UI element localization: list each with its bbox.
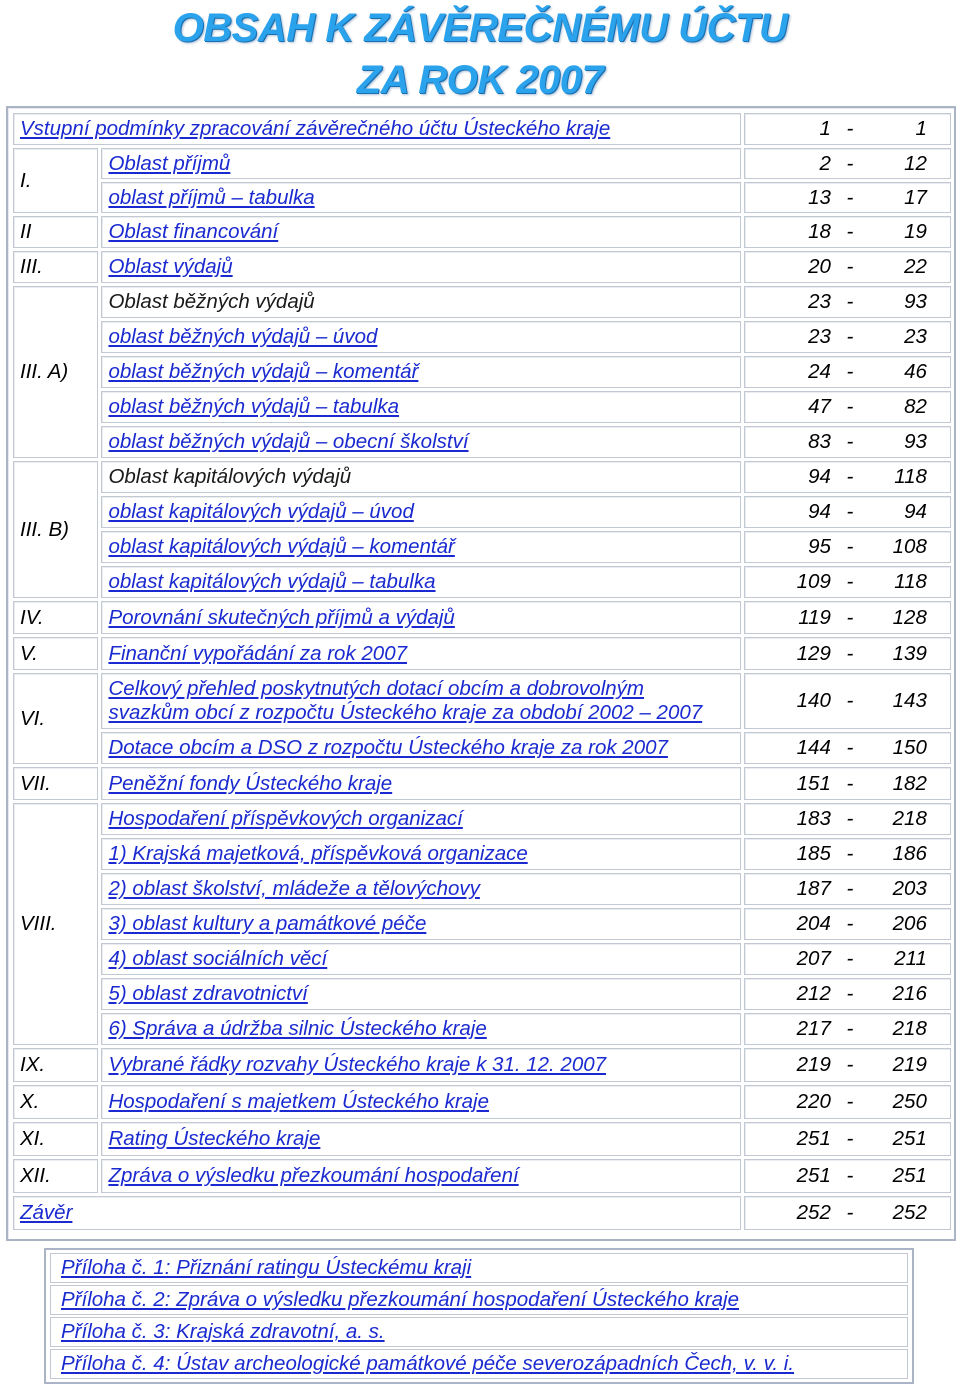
table-row — [13, 113, 951, 145]
page-range: 13 - 17 — [744, 182, 951, 213]
table-row — [13, 978, 951, 1010]
attachment-link-4[interactable]: Příloha č. 4: Ústav archeologické památkové péče severozápadních Čech, v. v. i. — [50, 1349, 908, 1379]
table-row — [13, 496, 951, 528]
toc-link[interactable]: 3) oblast kultury a památkové péče — [101, 908, 740, 940]
table-row — [13, 838, 951, 870]
section-number: I. — [13, 148, 98, 213]
page-range: 212 - 216 — [744, 978, 951, 1010]
toc-link[interactable]: oblast běžných výdajů – tabulka — [101, 391, 740, 423]
section-number: X. — [13, 1085, 98, 1119]
toc-link[interactable]: Oblast příjmů — [101, 148, 740, 179]
section-number: III. A) — [13, 286, 98, 458]
table-row — [13, 391, 951, 423]
section-number: III. B) — [13, 461, 98, 598]
table-row — [13, 873, 951, 905]
section-number: VII. — [13, 767, 98, 800]
table-row — [13, 461, 951, 493]
table-row — [13, 1085, 951, 1119]
page-range: 252 - 252 — [744, 1196, 951, 1230]
toc-link[interactable]: oblast kapitálových výdajů – úvod — [101, 496, 740, 528]
toc-link[interactable]: oblast kapitálových výdajů – komentář — [101, 531, 740, 563]
table-row — [13, 943, 951, 975]
table-row — [13, 1122, 951, 1156]
page-range: 185 - 186 — [744, 838, 951, 870]
title-line-2: ZA ROK 2007 — [356, 58, 604, 102]
table-row — [13, 356, 951, 388]
page-range: 1 - 1 — [744, 113, 951, 145]
toc-link[interactable]: Hospodaření příspěvkových organizací — [101, 803, 740, 835]
table-row — [13, 426, 951, 458]
toc-link[interactable]: oblast kapitálových výdajů – tabulka — [101, 566, 740, 598]
toc-link[interactable]: Oblast výdajů — [101, 251, 740, 283]
table-row — [13, 732, 951, 764]
page-range: 207 - 211 — [744, 943, 951, 975]
page-range: 187 - 203 — [744, 873, 951, 905]
toc-link[interactable]: oblast běžných výdajů – úvod — [101, 321, 740, 353]
toc-link[interactable]: Zpráva o výsledku přezkoumání hospodaření — [101, 1159, 740, 1193]
page-range: 18 - 19 — [744, 216, 951, 248]
table-row — [13, 673, 951, 729]
toc-link-vstupni[interactable]: Vstupní podmínky zpracování závěrečného účtu Ústeckého kraje — [13, 113, 741, 145]
page-range: 140 - 143 — [744, 673, 951, 729]
table-row — [13, 251, 951, 283]
table-row — [13, 637, 951, 670]
section-number: IV. — [13, 601, 98, 634]
table-row — [13, 321, 951, 353]
table-row — [50, 1317, 908, 1347]
page-range: 23 - 23 — [744, 321, 951, 353]
table-row — [13, 286, 951, 318]
table-row — [13, 148, 951, 179]
section-number: V. — [13, 637, 98, 670]
table-row — [13, 1196, 951, 1230]
toc-link[interactable]: 4) oblast sociálních věcí — [101, 943, 740, 975]
toc-link-zaver[interactable]: Závěr — [13, 1196, 741, 1230]
attachments-table — [48, 1251, 910, 1381]
page-range: 94 - 118 — [744, 461, 951, 493]
toc-link[interactable]: oblast běžných výdajů – komentář — [101, 356, 740, 388]
toc-link[interactable]: Hospodaření s majetkem Ústeckého kraje — [101, 1085, 740, 1119]
page-range: 151 - 182 — [744, 767, 951, 800]
page-range: 183 - 218 — [744, 803, 951, 835]
page-range: 2 - 12 — [744, 148, 951, 179]
page-range: 129 - 139 — [744, 637, 951, 670]
toc-link[interactable]: 5) oblast zdravotnictví — [101, 978, 740, 1010]
table-row — [13, 566, 951, 598]
section-number: II — [13, 216, 98, 248]
page-range: 23 - 93 — [744, 286, 951, 318]
page-range: 47 - 82 — [744, 391, 951, 423]
table-row — [50, 1253, 908, 1283]
table-row — [13, 531, 951, 563]
section-number: VIII. — [13, 803, 98, 1045]
page-range: 204 - 206 — [744, 908, 951, 940]
page-range: 20 - 22 — [744, 251, 951, 283]
toc-heading: Oblast kapitálových výdajů — [101, 461, 740, 493]
attachment-link-2[interactable]: Příloha č. 2: Zpráva o výsledku přezkoumání hospodaření Ústeckého kraje — [50, 1285, 908, 1315]
toc-link[interactable]: 1) Krajská majetková, příspěvková organizace — [101, 838, 740, 870]
section-number: XI. — [13, 1122, 98, 1156]
toc-table — [10, 110, 954, 1233]
toc-link[interactable]: Peněžní fondy Ústeckého kraje — [101, 767, 740, 800]
toc-link[interactable]: oblast běžných výdajů – obecní školství — [101, 426, 740, 458]
table-row — [13, 803, 951, 835]
table-row — [13, 908, 951, 940]
page-range: 220 - 250 — [744, 1085, 951, 1119]
table-row — [13, 1048, 951, 1082]
page-range: 144 - 150 — [744, 732, 951, 764]
toc-link[interactable]: Celkový přehled poskytnutých dotací obcím a dobrovolným svazkům obcí z rozpočtu Ústeckého kraje za období 2002 – 2007 — [101, 673, 740, 729]
section-number: XII. — [13, 1159, 98, 1193]
table-row — [13, 1013, 951, 1045]
table-row — [50, 1349, 908, 1379]
toc-link[interactable]: Rating Ústeckého kraje — [101, 1122, 740, 1156]
toc-link[interactable]: 2) oblast školství, mládeže a tělovýchovy — [101, 873, 740, 905]
toc-link[interactable]: Porovnání skutečných příjmů a výdajů — [101, 601, 740, 634]
page-range: 251 - 251 — [744, 1159, 951, 1193]
table-row — [13, 182, 951, 213]
title-line-1: OBSAH K ZÁVĚREČNÉMU ÚČTU — [172, 6, 788, 50]
attachment-link-1[interactable]: Příloha č. 1: Přiznání ratingu Ústeckému kraji — [50, 1253, 908, 1283]
page-range: 219 - 219 — [744, 1048, 951, 1082]
page-range: 119 - 128 — [744, 601, 951, 634]
page-range: 109 - 118 — [744, 566, 951, 598]
page-range: 94 - 94 — [744, 496, 951, 528]
toc-link[interactable]: Finanční vypořádání za rok 2007 — [101, 637, 740, 670]
toc-link[interactable]: Vybrané řádky rozvahy Ústeckého kraje k 31. 12. 2007 — [101, 1048, 740, 1082]
section-number: IX. — [13, 1048, 98, 1082]
table-row — [50, 1285, 908, 1315]
page-range: 217 - 218 — [744, 1013, 951, 1045]
toc-link[interactable]: Dotace obcím a DSO z rozpočtu Ústeckého kraje za rok 2007 — [101, 732, 740, 764]
section-number: VI. — [13, 673, 98, 764]
table-row — [13, 1159, 951, 1193]
page-range: 251 - 251 — [744, 1122, 951, 1156]
page-range: 24 - 46 — [744, 356, 951, 388]
toc-heading: Oblast běžných výdajů — [101, 286, 740, 318]
toc-link[interactable]: Oblast financování — [101, 216, 740, 248]
table-row — [13, 216, 951, 248]
table-row — [13, 601, 951, 634]
section-number: III. — [13, 251, 98, 283]
toc-link[interactable]: 6) Správa a údržba silnic Ústeckého kraje — [101, 1013, 740, 1045]
toc-link[interactable]: oblast příjmů – tabulka — [101, 182, 740, 213]
page-range: 83 - 93 — [744, 426, 951, 458]
attachment-link-3[interactable]: Příloha č. 3: Krajská zdravotní, a. s. — [50, 1317, 908, 1347]
page-range: 95 - 108 — [744, 531, 951, 563]
table-row — [13, 767, 951, 800]
